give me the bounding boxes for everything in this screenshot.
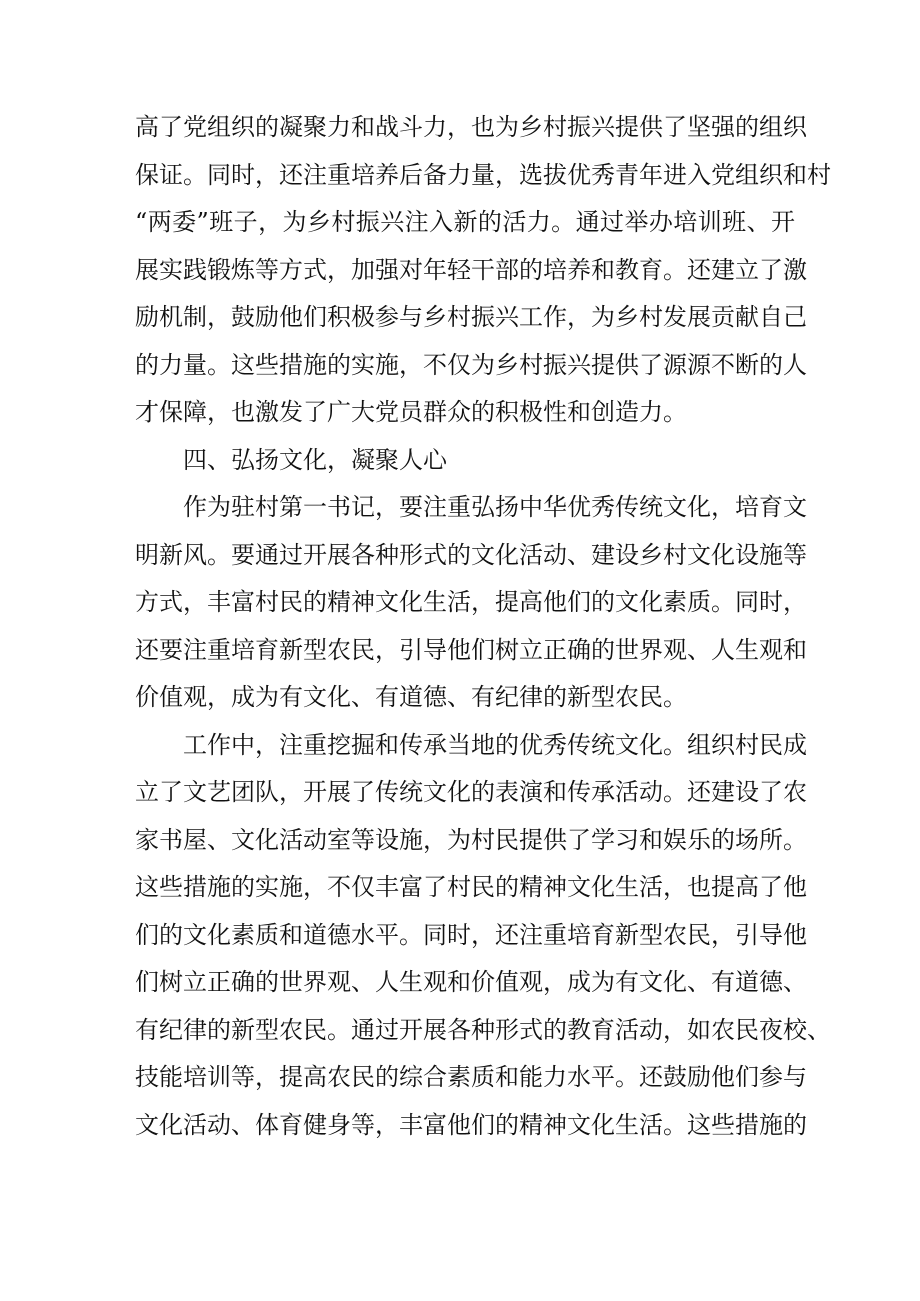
text-line: 文化活动、体育健身等，丰富他们的精神文化生活。这些措施的	[135, 1110, 807, 1139]
text-line: 还要注重培育新型农民，引导他们树立正确的世界观、人生观和	[135, 635, 807, 664]
text-line: 方式，丰富村民的精神文化生活，提高他们的文化素质。同时，	[135, 588, 807, 616]
text-line: 作为驻村第一书记，要注重弘扬中华优秀传统文化，培育文	[183, 493, 807, 521]
text-line: 才保障，也激发了广大党员群众的积极性和创造力。	[135, 398, 687, 426]
text-line: 保证。同时，还注重培养后备力量，选拔优秀青年进入党组织和村	[135, 160, 831, 189]
text-line: 工作中，注重挖掘和传承当地的优秀传统文化。组织村民成	[183, 730, 807, 759]
document-body	[135, 104, 831, 1149]
text-line: 有纪律的新型农民。通过开展各种形式的教育活动，如农民夜校、	[135, 1015, 831, 1044]
text-line: 这些措施的实施，不仅丰富了村民的精神文化生活，也提高了他	[135, 873, 807, 901]
text-line: 励机制，鼓励他们积极参与乡村振兴工作，为乡村发展贡献自己	[135, 303, 807, 331]
text-line: 技能培训等，提高农民的综合素质和能力水平。还鼓励他们参与	[135, 1063, 807, 1091]
text-line: 们的文化素质和道德水平。同时，还注重培育新型农民，引导他	[135, 920, 807, 949]
text-line: 的力量。这些措施的实施，不仅为乡村振兴提供了源源不断的人	[135, 350, 807, 379]
text-line: 高了党组织的凝聚力和战斗力，也为乡村振兴提供了坚强的组织	[135, 113, 807, 141]
text-line: 们树立正确的世界观、人生观和价值观，成为有文化、有道德、	[135, 968, 807, 996]
text-line: 明新风。要通过开展各种形式的文化活动、建设乡村文化设施等	[135, 540, 807, 569]
text-line: 展实践锻炼等方式，加强对年轻干部的培养和教育。还建立了激	[135, 255, 807, 284]
text-line: “两委”班子，为乡村振兴注入新的活力。通过举办培训班、开	[135, 208, 795, 236]
text-line: 立了文艺团队，开展了传统文化的表演和传承活动。还建设了农	[135, 778, 807, 806]
text-line: 家书屋、文化活动室等设施，为村民提供了学习和娱乐的场所。	[135, 825, 807, 854]
text-line: 价值观，成为有文化、有道德、有纪律的新型农民。	[135, 683, 687, 711]
section-heading: 四、弘扬文化，凝聚人心	[183, 445, 447, 474]
